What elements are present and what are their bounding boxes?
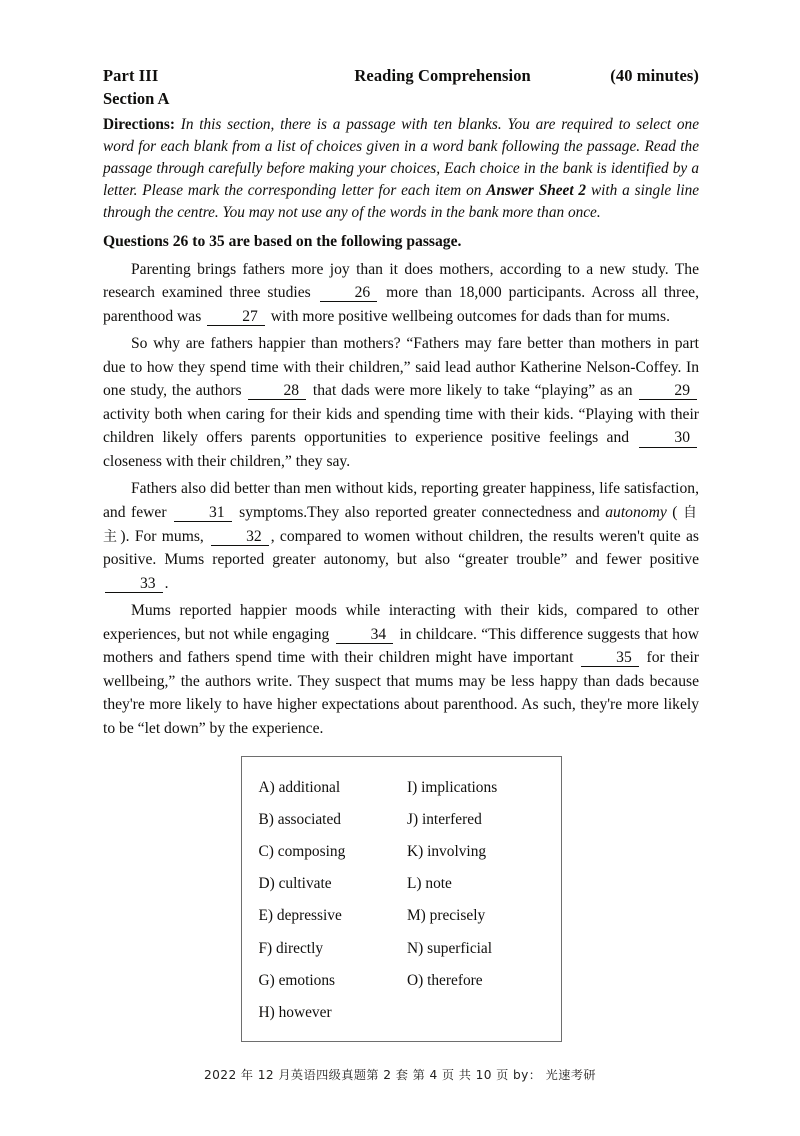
word-bank-option-e[interactable]: E) depressive — [258, 907, 342, 925]
word-bank-option-g[interactable]: G) emotions — [258, 971, 336, 989]
blank-34[interactable]: 34 — [336, 626, 394, 644]
directions-text-part1: In this section, there is a passage with ten blanks. You are required to select one word for each blank from a list of choices given in a word bank following the passage. Read the passage through carefully before making your choices, Each choice in the bank is identified by a letter. Please mark the corresponding letter for each item on — [103, 116, 699, 199]
word-bank-option-k[interactable]: K) involving — [407, 843, 487, 861]
p3-text-a: Fathers also did better than men without kids, reporting greater happiness, life satisfaction, and fewer — [103, 480, 699, 521]
blank-35[interactable]: 35 — [581, 649, 639, 667]
word-bank-option-f[interactable]: F) directly — [258, 939, 324, 957]
word-bank-option-h[interactable]: H) however — [258, 1004, 332, 1022]
passage-paragraph-4 — [103, 599, 699, 740]
p4-text-b: in childcare. “This difference suggests that how mothers and fathers spend time with their children might have important — [103, 625, 700, 667]
blank-26[interactable]: 26 — [320, 284, 378, 302]
word-bank-option-o[interactable]: O) therefore — [407, 971, 483, 989]
p2-text-b: that dads were more likely to take “playing” as an — [308, 382, 638, 400]
blank-31[interactable]: 31 — [174, 504, 232, 522]
part-label: Part III — [103, 66, 159, 85]
blank-28[interactable]: 28 — [248, 382, 306, 400]
p3-text-f: . — [164, 574, 169, 592]
blank-32[interactable]: 32 — [211, 528, 269, 546]
page-title: Reading Comprehension — [354, 66, 531, 85]
word-bank-container — [103, 756, 699, 1042]
answer-sheet-reference: Answer Sheet 2 — [486, 181, 587, 199]
word-bank-column-right — [401, 771, 561, 1029]
p3-text-e: , compared to women without children, the results weren't quite as positive. Mums reported greater autonomy, but also “greater trouble” and fewer positive — [103, 527, 700, 569]
page-footer: 2022 年 12 月英语四级真题第 2 套 第 4 页 共 10 页 by： 光速考研 — [203, 1068, 596, 1082]
word-bank-option-c[interactable]: C) composing — [258, 843, 346, 861]
word-bank-box — [241, 756, 562, 1042]
directions-block — [103, 114, 699, 224]
word-bank-option-n[interactable]: N) superficial — [407, 939, 493, 957]
word-bank-column-left — [242, 771, 402, 1029]
p3-text-c: ( — [666, 504, 683, 521]
passage-paragraph-1 — [103, 258, 699, 329]
autonomy-chinese-gloss: 自 主 — [103, 505, 699, 545]
word-bank-option-b[interactable]: B) associated — [258, 810, 341, 828]
word-bank-option-i[interactable]: I) implications — [407, 778, 498, 796]
p2-text-a: So why are fathers happier than mothers? “Fathers may fare better than mothers in part due to how they spend time with their children,” said lead author Katherine Nelson-Coffey. In one study, the authors — [103, 335, 699, 400]
p2-text-d: closeness with their children,” they say. — [103, 452, 351, 470]
p4-text-c: for their wellbeing,” the authors write. They suspect that mums may be less happy than dads because they're more likely to have higher expectations about parenthood. As such, they're more likely to be “let down” by the experience. — [103, 649, 699, 737]
questions-range-heading: Questions 26 to 35 are based on the following passage. — [103, 232, 462, 250]
p1-text-a: Parenting brings fathers more joy than it does mothers, according to a new study. The research examined three studies — [103, 260, 699, 302]
word-bank-option-l[interactable]: L) note — [407, 875, 452, 893]
autonomy-italic-term: autonomy — [605, 504, 667, 521]
word-bank-option-a[interactable]: A) additional — [258, 778, 341, 796]
directions-text-part2: with a single line through the centre. You may not use any of the words in the bank more than once. — [103, 181, 700, 221]
blank-33[interactable]: 33 — [105, 575, 163, 593]
blank-29[interactable]: 29 — [639, 382, 697, 400]
p2-text-c: activity both when caring for their kids and spending time with their kids. “Playing with their children likely offers parents opportunities to experience positive feelings and — [103, 405, 699, 447]
word-bank-option-j[interactable]: J) interfered — [407, 810, 482, 828]
blank-27[interactable]: 27 — [207, 308, 265, 326]
time-allowance: (40 minutes) — [610, 66, 699, 85]
p1-text-c: with more positive wellbeing outcomes for dads than for mums. — [266, 307, 670, 325]
section-label: Section A — [103, 89, 170, 108]
word-bank-option-d[interactable]: D) cultivate — [258, 875, 332, 893]
p3-text-d: ). For mums, — [120, 527, 210, 545]
blank-30[interactable]: 30 — [639, 429, 697, 447]
passage-paragraph-2 — [103, 332, 699, 473]
p3-text-b: symptoms.They also reported greater connectedness and — [233, 504, 606, 521]
page-header — [103, 66, 699, 86]
word-bank-option-m[interactable]: M) precisely — [407, 907, 486, 925]
p4-text-a: Mums reported happier moods while interacting with their kids, compared to other experiences, but not while engaging — [103, 602, 699, 643]
p1-text-b: more than 18,000 participants. Across all three, parenthood was — [103, 284, 699, 325]
passage-paragraph-3 — [103, 477, 699, 595]
page-content — [103, 66, 699, 1042]
directions-label: Directions: — [103, 116, 175, 133]
word-bank-grid — [242, 771, 561, 1029]
